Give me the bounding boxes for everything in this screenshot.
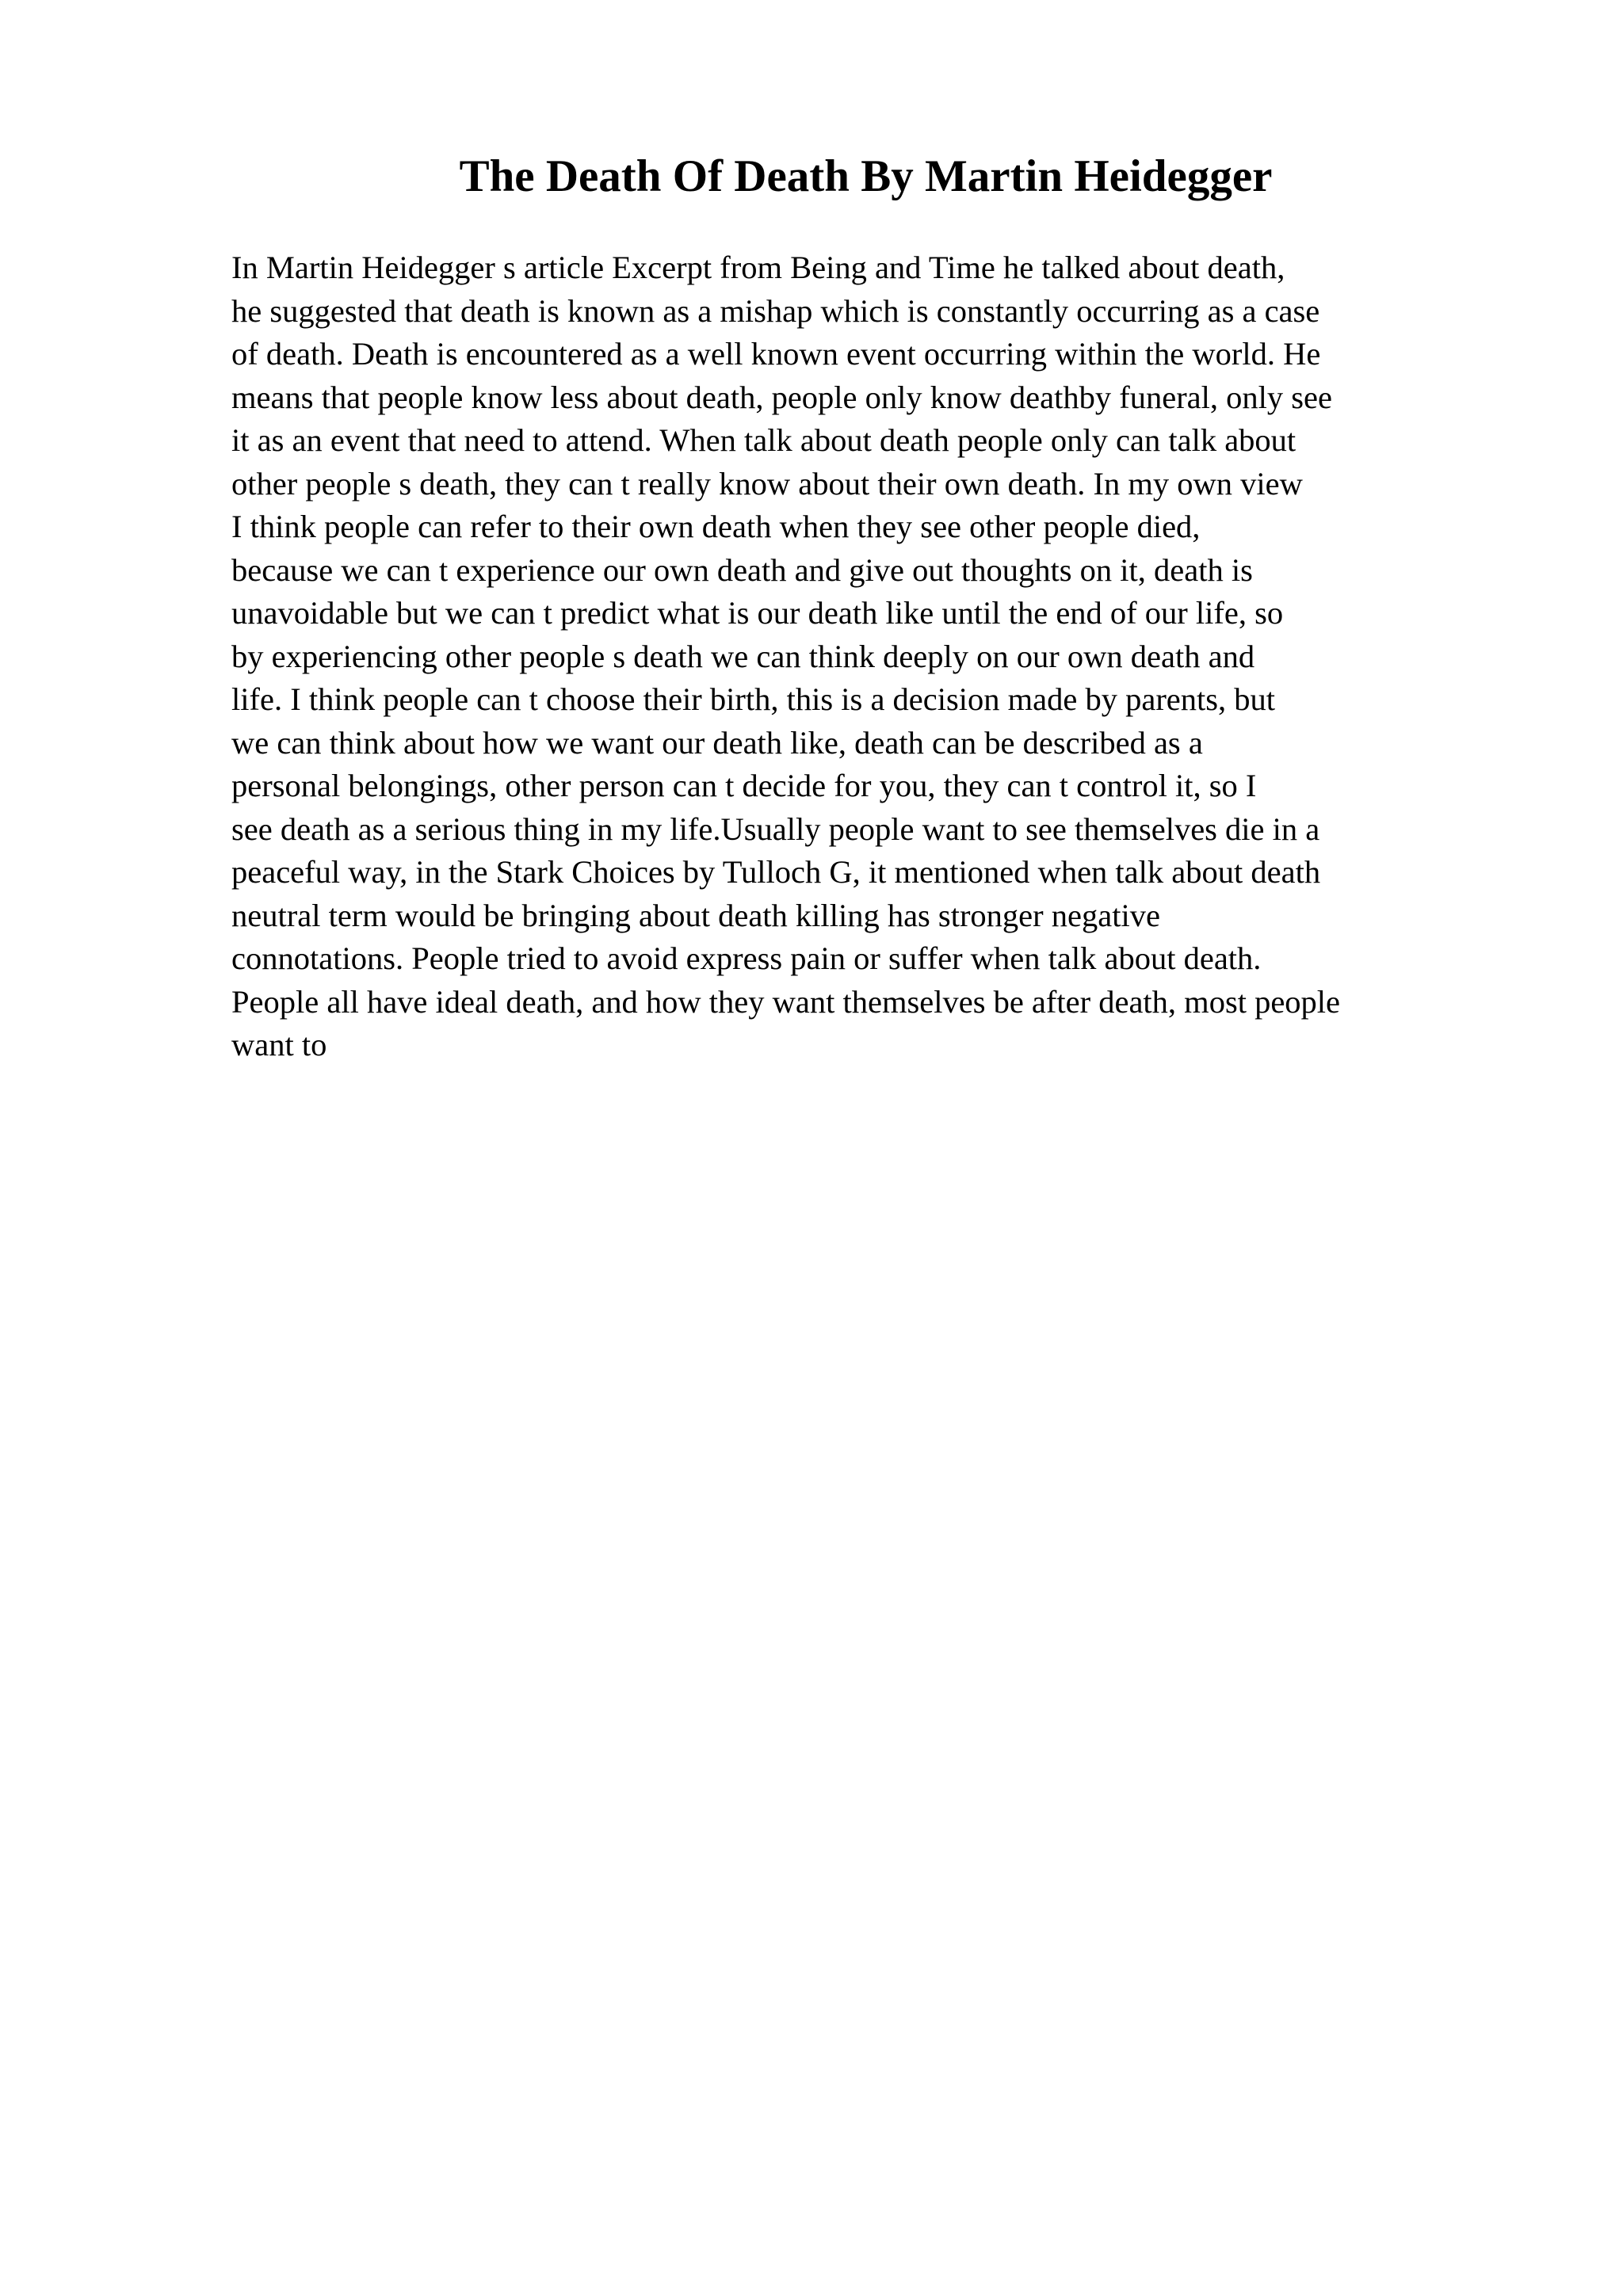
body-line-13: personal belongings, other person can t decide for you, they can t control it, so I [231,768,1257,803]
body-line-4: means that people know less about death, people only know deathby funeral, only see [231,379,1333,415]
body-line-10: by experiencing other people s death we can think deeply on our own death and [231,638,1255,674]
document-body [231,246,1594,1067]
body-line-3: of death. Death is encountered as a well known event occurring within the world. He [231,336,1321,372]
body-line-19: want to [231,1027,327,1062]
body-line-14: see death as a serious thing in my life.Usually people want to see themselves die in a [231,810,1320,847]
body-line-2: he suggested that death is known as a mishap which is constantly occurring as a case [231,292,1320,329]
body-line-7: I think people can refer to their own death when they see other people died, [231,509,1201,544]
body-line-1: In Martin Heidegger s article Excerpt from Being and Time he talked about death, [231,250,1285,285]
body-line-15: peaceful way, in the Stark Choices by Tulloch G, it mentioned when talk about death [231,854,1321,890]
body-line-8: because we can t experience our own death and give out thoughts on it, death is [231,551,1253,588]
body-line-16: neutral term would be bringing about death killing has stronger negative [231,897,1160,933]
body-line-5: it as an event that need to attend. When talk about death people only can talk about [231,422,1296,458]
body-line-17: connotations. People tried to avoid express pain or suffer when talk about death. [231,940,1262,976]
body-line-6: other people s death, they can t really know about their own death. In my own view [231,465,1303,502]
body-line-9: unavoidable but we can t predict what is our death like until the end of our life, so [231,595,1284,631]
body-line-18: People all have ideal death, and how they want themselves be after death, most people [231,983,1341,1020]
document-title: The Death Of Death By Martin Heidegger [459,151,1273,201]
body-line-12: we can think about how we want our death like, death can be described as a [231,724,1203,761]
body-line-11: life. I think people can t choose their birth, this is a decision made by parents, but [231,681,1276,717]
